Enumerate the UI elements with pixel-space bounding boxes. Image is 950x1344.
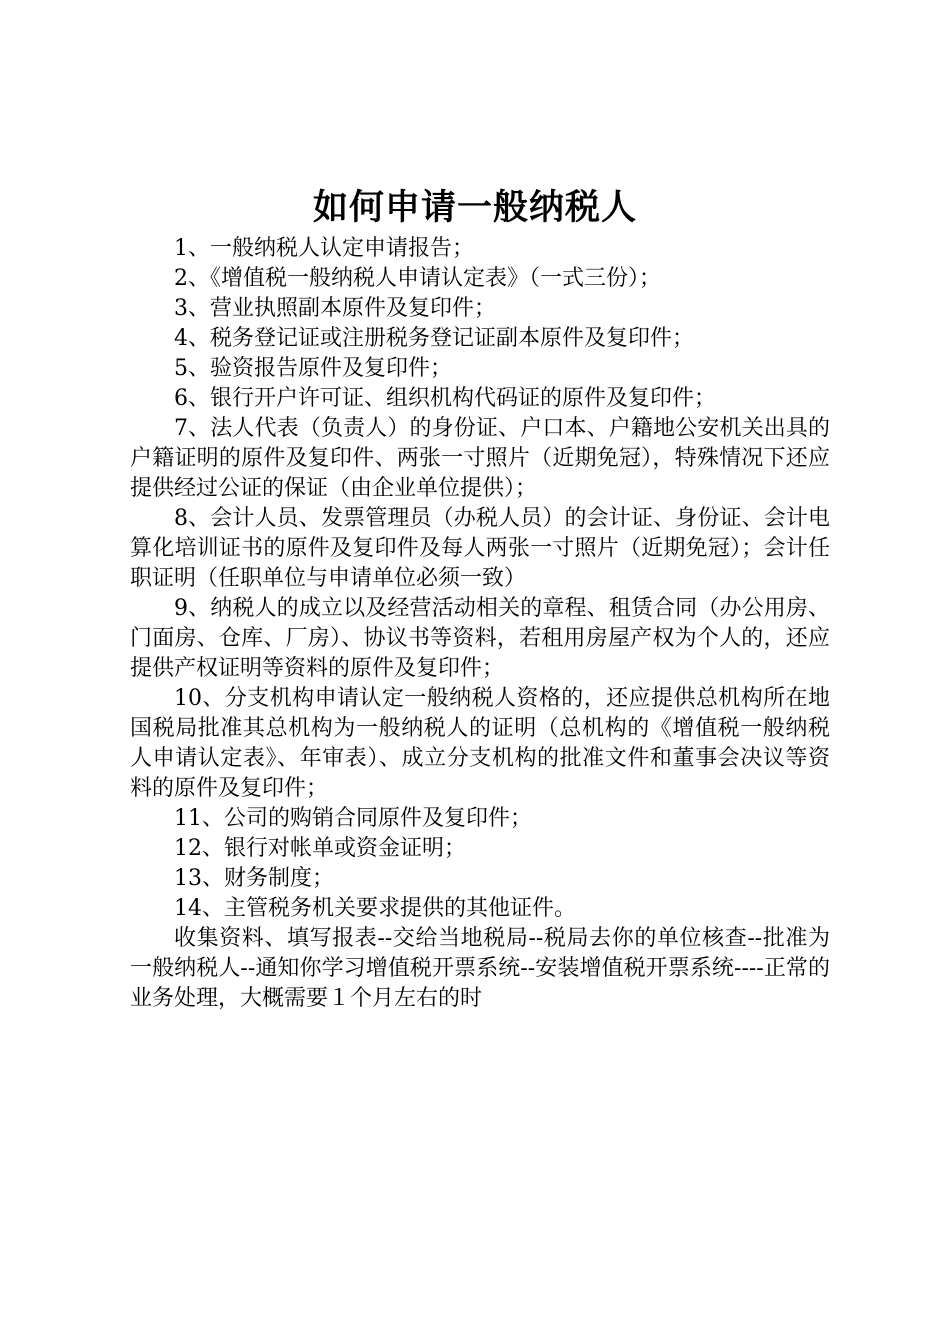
document-title: 如何申请一般纳税人 (312, 188, 637, 228)
list-item-8: 8、会计人员、发票管理员（办税人员）的会计证、身份证、会计电算化培训证书的原件及复印件及每人两张一寸照片（近期免冠）；会计任职证明（任职单位与申请单位必须一致） (130, 506, 830, 591)
list-item-5: 5、验资报告原件及复印件； (174, 356, 452, 381)
list-item-14: 14、主管税务机关要求提供的其他证件。 (174, 896, 576, 921)
list-item-9: 9、纳税人的成立以及经营活动相关的章程、租赁合同（办公用房、门面房、仓库、厂房）、协议书等资料，若租用房屋产权为个人的，还应提供产权证明等资料的原件及复印件； (130, 596, 830, 681)
list-item-3: 3、营业执照副本原件及复印件； (174, 296, 496, 321)
list-item-7: 7、法人代表（负责人）的身份证、户口本、户籍地公安机关出具的户籍证明的原件及复印件、两张一寸照片（近期免冠），特殊情况下还应提供经过公证的保证（由企业单位提供）； (130, 416, 830, 501)
process-paragraph: 收集资料、填写报表--交给当地税局--税局去你的单位核查--批准为一般纳税人--通知你学习增值税开票系统--安装增值税开票系统----正常的业务处理，大概需要１个月左右的时 (130, 926, 830, 1011)
list-item-2: 2、《增值税一般纳税人申请认定表》（一式三份）； (174, 266, 661, 291)
list-item-11: 11、公司的购销合同原件及复印件； (174, 806, 532, 831)
list-item-10: 10、分支机构申请认定一般纳税人资格的，还应提供总机构所在地国税局批准其总机构为一般纳税人的证明（总机构的《增值税一般纳税人申请认定表》、年审表）、成立分支机构的批准文件和董事会决议等资料的原件及复印件； (130, 686, 830, 801)
list-item-13: 13、财务制度； (174, 866, 334, 891)
list-item-6: 6、银行开户许可证、组织机构代码证的原件及复印件； (174, 386, 716, 411)
document-body (130, 234, 830, 1014)
list-item-1: 1、一般纳税人认定申请报告； (174, 236, 474, 261)
list-item-12: 12、银行对帐单或资金证明； (174, 836, 466, 861)
list-item-4: 4、税务登记证或注册税务登记证副本原件及复印件； (174, 326, 694, 351)
